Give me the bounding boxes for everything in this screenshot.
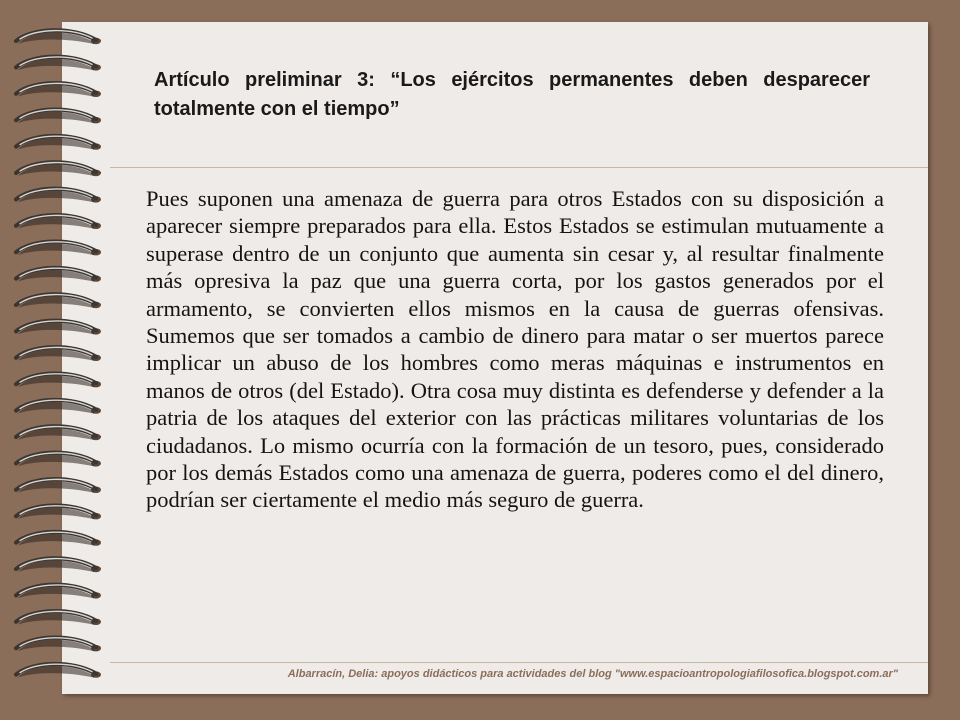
spiral-ring-icon [16,506,101,520]
spiral-ring-icon [16,57,101,71]
spiral-ring-icon [16,426,101,440]
slide-title: Artículo preliminar 3: “Los ejércitos permanentes deben desparecer totalmente con el tiempo” [154,69,870,120]
spiral-ring-icon [16,189,101,203]
spiral-ring-icon [16,162,101,176]
spiral-ring-icon [16,453,101,467]
spiral-ring-icon [16,110,101,124]
spiral-ring-icon [16,532,101,546]
slide-footer-credit: Albarracín, Delia: apoyos didácticos para actividades del blog "www.espacioantropologiafilosofica.blogspot.com.ar" [287,668,898,680]
slide-body-text: Pues suponen una amenaza de guerra para otros Estados con su disposición a aparecer siempre preparados para ella. Estos Estados se estimulan mutuamente a superase dentro de un conjunto que aumenta sin cesar y, al resultar finalmente más opresiva la paz que una guerra corta, por los gastos generados por el armamento, se convierten ellos mismos en la causa de guerras ofensivas. Sumemos que ser tomados a cambio de dinero para matar o ser muertos parece implicar un abuso de los hombres como meras máquinas e instrumentos en manos de otros (del Estado). Otra cosa muy distinta es defenderse y defender a la patria de los ataques del exterior con las prácticas militares voluntarias de los ciudadanos. Lo mismo ocurría con la formación de un tesoro, pues, considerado por los demás Estados como una amenaza de guerra, poderes como el del dinero, podrían ser ciertamente el medio más seguro de guerra. [146,186,884,513]
spiral-ring-icon [16,638,101,652]
spiral-ring-icon [16,215,101,229]
spiral-ring-icon [16,321,101,335]
spiral-ring-icon [16,479,101,493]
spiral-ring-icon [16,347,101,361]
footer-divider [110,662,928,663]
spiral-ring-icon [16,242,101,256]
spiral-ring-icon [16,558,101,572]
spiral-binding [0,0,120,720]
spiral-ring-icon [16,664,101,678]
title-divider [110,167,928,168]
spiral-ring-icon [16,83,101,97]
spiral-ring-icon [16,374,101,388]
spiral-ring-icon [16,585,101,599]
spiral-ring-icon [16,400,101,414]
spiral-ring-icon [16,294,101,308]
spiral-ring-icon [16,611,101,625]
spiral-ring-icon [16,30,101,44]
spiral-ring-icon [16,268,101,282]
notebook-page [62,22,928,694]
spiral-ring-icon [16,136,101,150]
